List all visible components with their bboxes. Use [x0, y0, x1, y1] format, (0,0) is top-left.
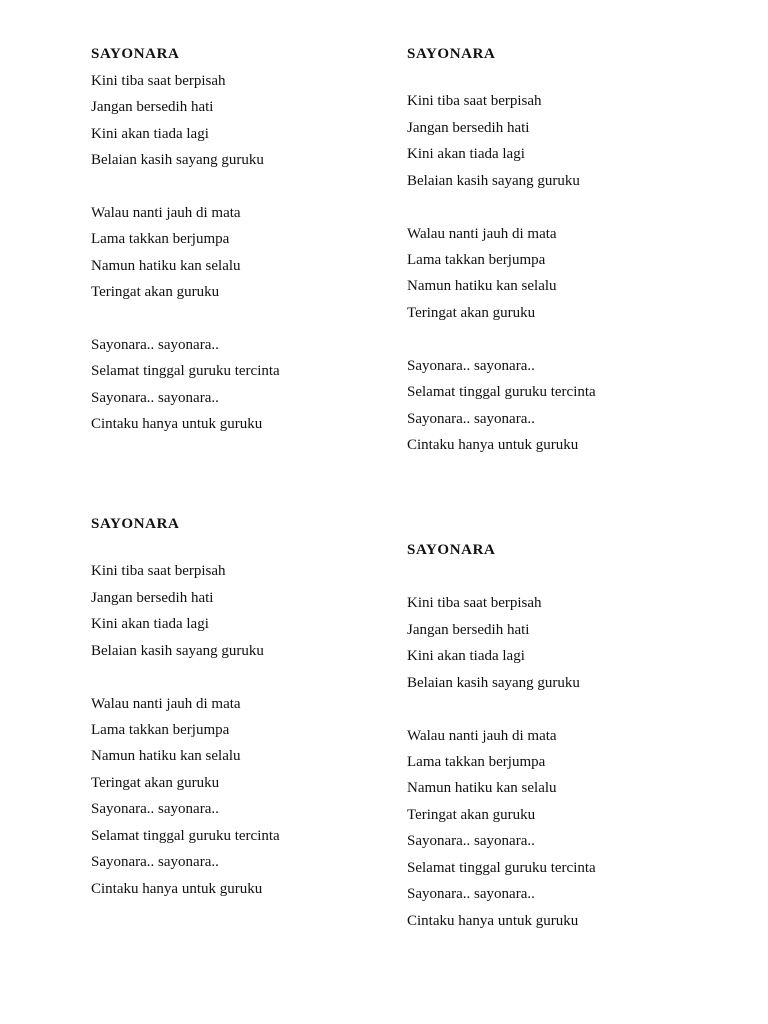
lyric-line: Teringat akan guruku	[91, 284, 220, 300]
song-title: SAYONARA	[407, 542, 496, 558]
lyric-line: Sayonara.. sayonara..	[91, 854, 219, 870]
lyric-line: Namun hatiku kan selalu	[91, 258, 241, 274]
lyric-line: Jangan bersedih hati	[407, 622, 530, 638]
lyric-line: Namun hatiku kan selalu	[407, 278, 557, 294]
lyric-line: Sayonara.. sayonara..	[407, 411, 535, 427]
lyric-line: Sayonara.. sayonara..	[91, 801, 219, 817]
song-title: SAYONARA	[91, 516, 180, 532]
lyric-line: Belaian kasih sayang guruku	[91, 152, 264, 168]
lyric-line: Kini tiba saat berpisah	[91, 73, 226, 89]
lyric-line: Teringat akan guruku	[91, 775, 220, 791]
lyric-line: Sayonara.. sayonara..	[91, 390, 219, 406]
lyric-line: Selamat tinggal guruku tercinta	[407, 860, 596, 876]
lyric-line: Selamat tinggal guruku tercinta	[91, 828, 280, 844]
lyric-line: Lama takkan berjumpa	[407, 754, 546, 770]
lyric-line: Lama takkan berjumpa	[407, 252, 546, 268]
song-title: SAYONARA	[407, 46, 496, 62]
song-title: SAYONARA	[91, 46, 180, 62]
lyric-line: Walau nanti jauh di mata	[91, 696, 241, 712]
lyric-line: Kini akan tiada lagi	[407, 146, 525, 162]
lyric-line: Belaian kasih sayang guruku	[91, 643, 264, 659]
lyric-line: Jangan bersedih hati	[91, 590, 214, 606]
lyric-line: Walau nanti jauh di mata	[407, 226, 557, 242]
lyric-line: Kini tiba saat berpisah	[407, 93, 542, 109]
lyric-line: Teringat akan guruku	[407, 305, 536, 321]
lyric-line: Selamat tinggal guruku tercinta	[91, 363, 280, 379]
lyric-line: Jangan bersedih hati	[91, 99, 214, 115]
lyric-line: Sayonara.. sayonara..	[407, 358, 535, 374]
lyric-line: Jangan bersedih hati	[407, 120, 530, 136]
lyric-line: Lama takkan berjumpa	[91, 231, 230, 247]
lyric-line: Lama takkan berjumpa	[91, 722, 230, 738]
lyric-line: Kini akan tiada lagi	[91, 616, 209, 632]
lyric-line: Sayonara.. sayonara..	[407, 886, 535, 902]
lyric-line: Sayonara.. sayonara..	[407, 833, 535, 849]
lyric-line: Walau nanti jauh di mata	[91, 205, 241, 221]
lyric-line: Kini akan tiada lagi	[407, 648, 525, 664]
lyric-line: Belaian kasih sayang guruku	[407, 675, 580, 691]
lyric-line: Teringat akan guruku	[407, 807, 536, 823]
lyric-line: Selamat tinggal guruku tercinta	[407, 384, 596, 400]
lyric-line: Namun hatiku kan selalu	[91, 748, 241, 764]
lyric-line: Cintaku hanya untuk guruku	[407, 913, 579, 929]
lyric-line: Walau nanti jauh di mata	[407, 728, 557, 744]
lyric-line: Cintaku hanya untuk guruku	[91, 881, 263, 897]
lyric-line: Namun hatiku kan selalu	[407, 780, 557, 796]
lyric-line: Cintaku hanya untuk guruku	[91, 416, 263, 432]
lyric-line: Kini tiba saat berpisah	[91, 563, 226, 579]
lyric-line: Cintaku hanya untuk guruku	[407, 437, 579, 453]
lyric-line: Kini tiba saat berpisah	[407, 595, 542, 611]
lyric-line: Sayonara.. sayonara..	[91, 337, 219, 353]
lyric-line: Belaian kasih sayang guruku	[407, 173, 580, 189]
lyric-line: Kini akan tiada lagi	[91, 126, 209, 142]
